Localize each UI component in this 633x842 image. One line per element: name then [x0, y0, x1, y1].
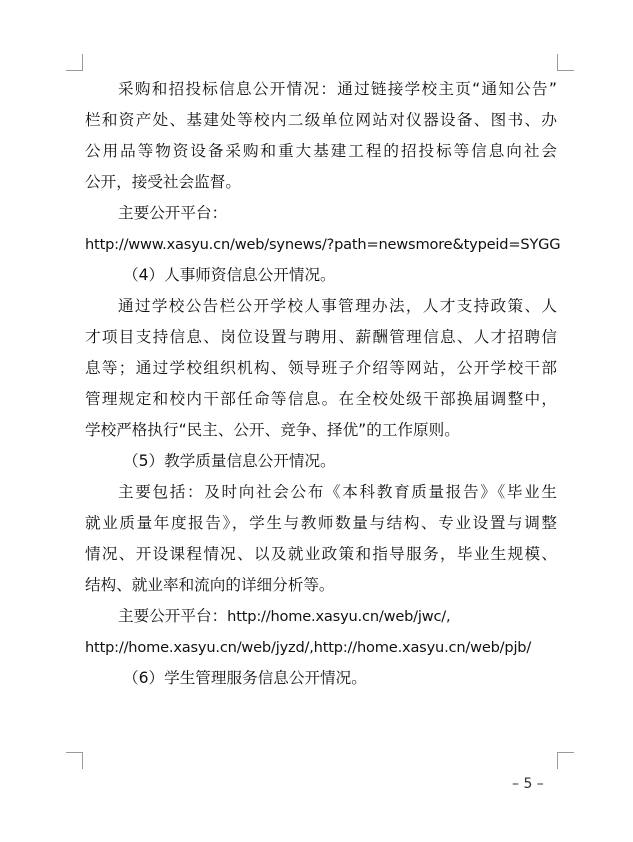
paragraph-teaching-line: 就业质量年度报告》，学生与教师数量与结构、专业设置与调整: [85, 514, 557, 532]
section-heading-student-services: （6）学生管理服务信息公开情况。: [123, 669, 367, 687]
platform-label: 主要公开平台：: [118, 204, 228, 222]
paragraph-teaching-line: 情况、开设课程情况、以及就业政策和指导服务，毕业生规模、: [85, 545, 557, 563]
paragraph-personnel-line: 息等；通过学校组织机构、领导班子介绍等网站，公开学校干部: [85, 359, 557, 377]
paragraph-personnel-line: 通过学校公告栏公开学校人事管理办法，人才支持政策、人: [118, 297, 557, 315]
paragraph-personnel-line: 才项目支持信息、岗位设置与聘用、薪酬管理信息、人才招聘信: [85, 328, 557, 346]
platform-line: [85, 601, 557, 632]
paragraph-procurement-line: 栏和资产处、基建处等校内二级单位网站对仪器设备、图书、办: [85, 111, 557, 129]
paragraph-procurement-line: 采购和招投标信息公开情况：通过链接学校主页“通知公告”: [118, 80, 557, 98]
section-heading-teaching-quality: （5）教学质量信息公开情况。: [123, 452, 336, 470]
crop-mark-bottom-left: [66, 752, 83, 769]
section-heading-personnel: （4）人事师资信息公开情况。: [123, 266, 336, 284]
paragraph-teaching-line: 主要包括：及时向社会公布《本科教育质量报告》《毕业生: [118, 483, 557, 501]
paragraph-procurement-line: 公开，接受社会监督。: [85, 173, 241, 191]
paragraph-procurement-line: 公用品等物资设备采购和重大基建工程的招投标等信息向社会: [85, 142, 557, 160]
crop-mark-top-left: [66, 54, 83, 71]
platform-url-jyzd-pjb[interactable]: http://home.xasyu.cn/web/jyzd/,http://home.xasyu.cn/web/pjb/: [85, 639, 532, 656]
paragraph-personnel-line: 学校严格执行“民主、公开、竞争、择优”的工作原则。: [85, 421, 460, 439]
platform-url-jwc[interactable]: http://home.xasyu.cn/web/jwc/,: [227, 608, 451, 625]
paragraph-teaching-line: 结构、就业率和流向的详细分析等。: [85, 576, 335, 594]
crop-mark-top-right: [557, 54, 574, 71]
platform-label: 主要公开平台：: [118, 607, 228, 625]
crop-mark-bottom-right: [557, 752, 574, 769]
page-number: – 5 –: [512, 776, 544, 792]
paragraph-personnel-line: 管理规定和校内干部任命等信息。在全校处级干部换届调整中，: [85, 390, 557, 408]
platform-url-synews[interactable]: http://www.xasyu.cn/web/synews/?path=newsmore&typeid=SYGG: [85, 236, 561, 253]
document-body: [85, 74, 561, 694]
